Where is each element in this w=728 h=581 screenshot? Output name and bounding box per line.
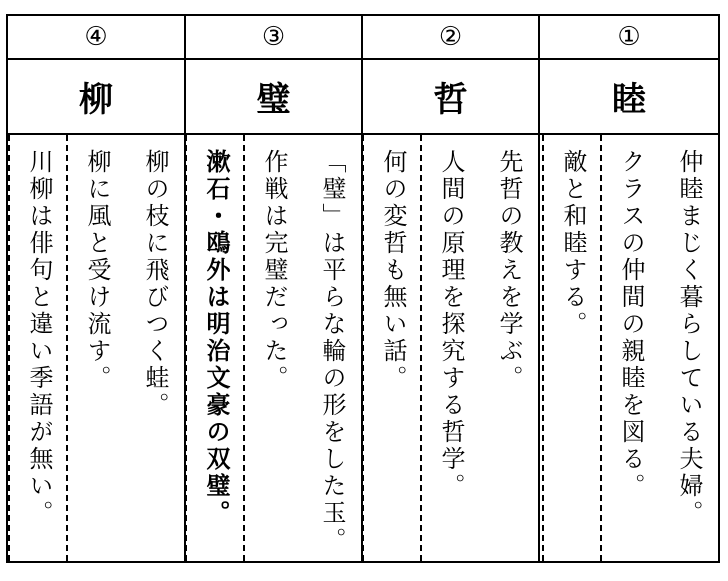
sentence-text: 柳の枝に飛びつく蛙。 [141,149,169,419]
kanji-column-3 [184,16,361,561]
sentence-text: 先哲の教えを学ぶ。 [495,149,523,392]
column-kanji: 璧 [186,60,361,135]
sentence-text: 仲睦まじく暮らしている夫婦。 [675,149,703,527]
example-sentences [186,135,361,561]
column-number: ② [363,16,538,60]
sentence-text: 漱石・鴎外は明治文豪の双璧。 [202,149,230,527]
sentence-line-2 [66,135,126,561]
column-kanji: 哲 [363,60,538,135]
kanji-worksheet-table [6,14,720,563]
sentence-line-3 [8,135,68,561]
sentence-line-2 [600,135,660,561]
sentence-line-3 [362,135,422,561]
sentence-text: 柳に風と受け流す。 [83,149,111,392]
sentence-line-3 [185,135,245,561]
sentence-line-3 [542,135,602,561]
sentence-line-2 [420,135,480,561]
sentence-text: クラスの仲間の親睦を図る。 [617,149,645,500]
column-kanji: 睦 [540,60,718,135]
sentence-line-1 [126,135,184,561]
sentence-line-1 [660,135,718,561]
sentence-text: 作戦は完璧だった。 [260,149,288,392]
sentence-text: 「璧」は平らな輪の形をした玉。 [318,149,346,554]
column-kanji: 柳 [8,60,184,135]
column-number: ④ [8,16,184,60]
column-number: ③ [186,16,361,60]
sentence-text: 川柳は俳句と違い季語が無い。 [25,149,53,527]
sentence-line-2 [243,135,303,561]
example-sentences [363,135,538,561]
sentence-line-1 [480,135,538,561]
sentence-line-1 [303,135,361,561]
kanji-column-1 [538,16,718,561]
column-number: ① [540,16,718,60]
sentence-text: 何の変哲も無い話。 [379,149,407,392]
kanji-column-4 [8,16,184,561]
sentence-text: 敵と和睦する。 [559,149,587,338]
example-sentences [540,135,718,561]
sentence-text: 人間の原理を探究する哲学。 [437,149,465,500]
kanji-column-2 [361,16,538,561]
example-sentences [8,135,184,561]
